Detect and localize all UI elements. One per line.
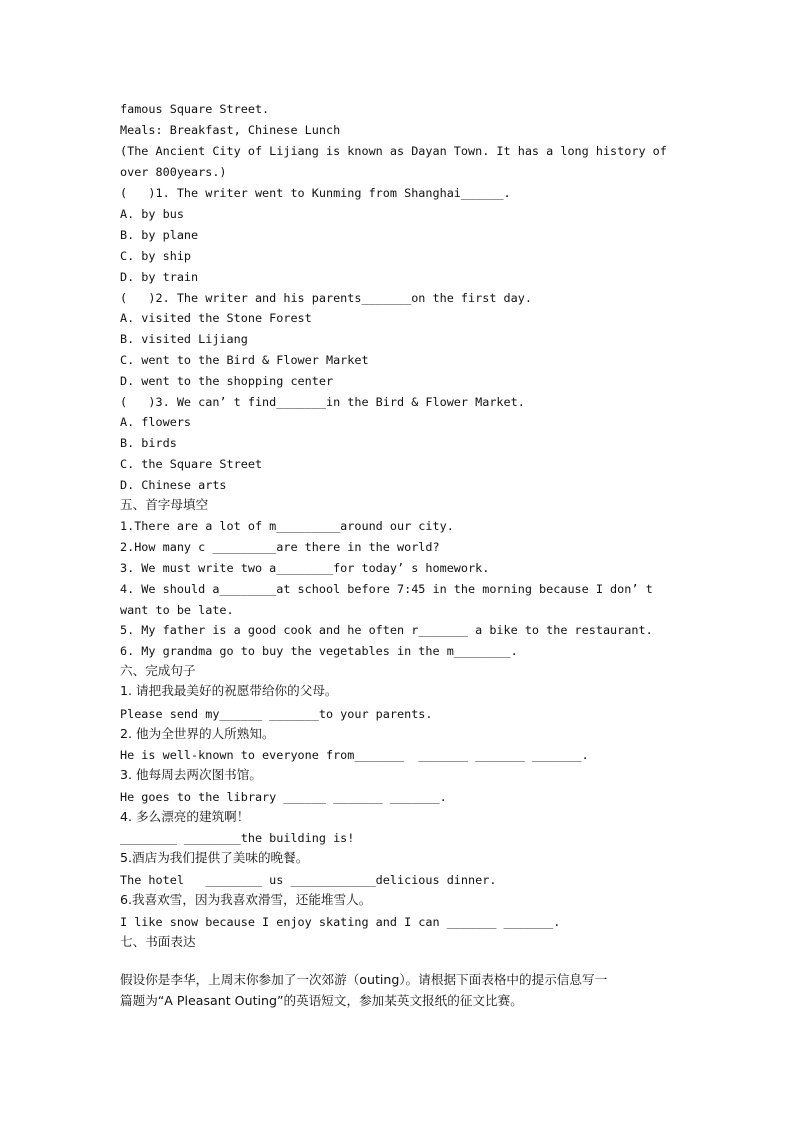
text-line: A. by bus	[120, 207, 184, 221]
text-line: D. went to the shopping center	[120, 374, 334, 388]
text-line: 5. My father is a good cook and he often r_______ a bike to the restaurant.	[120, 623, 653, 637]
text-line: (The Ancient City of Lijiang is known as Dayan Town. It has a long history of	[120, 144, 667, 158]
text-line: 3. We must write two a________for today’ s homework.	[120, 561, 490, 575]
text-line: 4. We should a________at school before 7:45 in the morning because I don’ t	[120, 582, 653, 596]
text-line: The hotel ________ us ____________delicious dinner.	[120, 873, 497, 887]
text-line: want to be late.	[120, 603, 234, 617]
text-line: C. by ship	[120, 249, 192, 263]
text-line: 1. 请把我最美好的祝愿带给你的父母。	[120, 683, 338, 698]
text-line: A. flowers	[120, 415, 192, 429]
text-line: famous Square Street.	[120, 102, 270, 116]
text-line: Please send my______ _______to your parents.	[120, 707, 433, 721]
text-line: 假设你是李华，上周末你参加了一次郊游（outing）。请根据下面表格中的提示信息写一	[120, 972, 608, 987]
text-line: D. by train	[120, 270, 199, 284]
text-line: 6.我喜欢雪，因为我喜欢滑雪，还能堆雪人。	[120, 892, 372, 907]
text-line: I like snow because I enjoy skating and I can _______ _______.	[120, 915, 561, 929]
text-line: He goes to the library ______ _______ _______.	[120, 790, 447, 804]
text-line: D. Chinese arts	[120, 478, 227, 492]
text-line: 5.酒店为我们提供了美味的晚餐。	[120, 850, 309, 865]
text-line: 1.There are a lot of m_________around our city.	[120, 519, 454, 533]
text-line: 五、首字母填空	[120, 497, 209, 512]
text-line: 4. 多么漂亮的建筑啊！	[120, 809, 250, 824]
text-line: C. went to the Bird & Flower Market	[120, 353, 369, 367]
text-line: A. visited the Stone Forest	[120, 311, 312, 325]
text-line: B. birds	[120, 436, 177, 450]
text-line: ( )2. The writer and his parents_______on the first day.	[120, 291, 532, 305]
text-line: 2. 他为全世界的人所熟知。	[120, 726, 275, 741]
text-line: 2.How many c _________are there in the world?	[120, 540, 440, 554]
text-line: B. visited Lijiang	[120, 332, 248, 346]
text-line: C. the Square Street	[120, 457, 263, 471]
text-line: ( )1. The writer went to Kunming from Shanghai______.	[120, 186, 511, 200]
text-line: 3. 他每周去两次图书馆。	[120, 767, 262, 782]
text-line: 篇题为“A Pleasant Outing”的英语短文，参加某英文报纸的征文比赛。	[120, 993, 523, 1008]
text-line: He is well-known to everyone from_______ _______ _______ _______.	[120, 748, 589, 762]
text-line: 七、书面表达	[120, 934, 196, 949]
text-line: ________ ________the building is!	[120, 831, 355, 845]
text-line: 6. My grandma go to buy the vegetables in the m________.	[120, 644, 518, 658]
text-line: over 800years.)	[120, 165, 227, 179]
text-line: B. by plane	[120, 228, 199, 242]
text-line: Meals: Breakfast, Chinese Lunch	[120, 123, 341, 137]
text-line: ( )3. We can’ t find_______in the Bird & Flower Market.	[120, 395, 525, 409]
text-line: 六、完成句子	[120, 663, 196, 678]
